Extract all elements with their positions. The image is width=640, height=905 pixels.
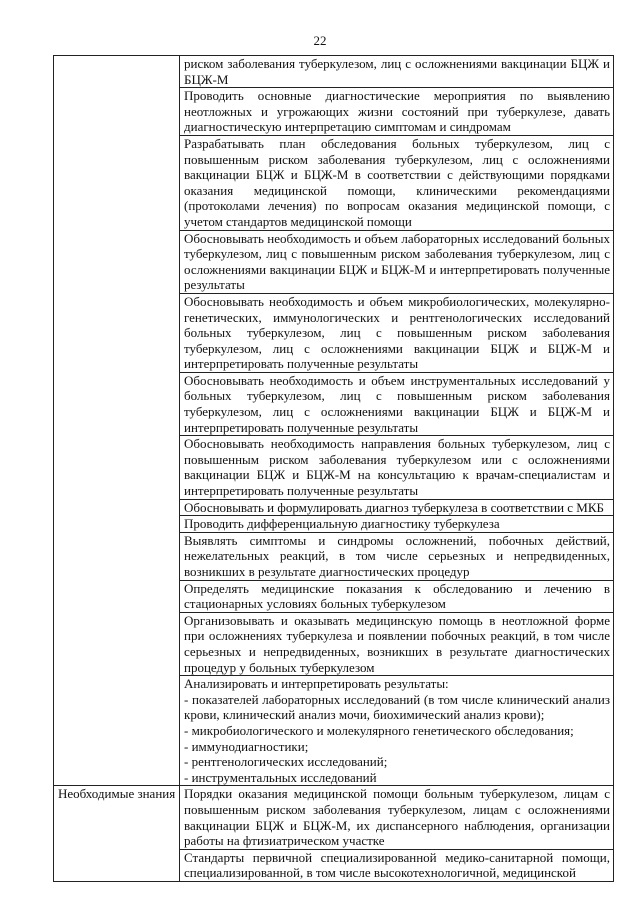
requirements-table [53, 55, 614, 882]
cell-text: - показателей лабораторных исследований (в том числе клинический анализ крови, клинический анализ мочи, биохимический анализ крови); [184, 691, 610, 723]
cell-text: Анализировать и интерпретировать результаты: [184, 676, 449, 692]
cell-text: Стандарты первичной специализированной медико-санитарной помощи, специализированной, в том числе высокотехнологичной, медицинской [184, 849, 610, 881]
cell-text: Обосновывать необходимость и объем инструментальных исследований у больных туберкулезом, лиц с повышенным риском заболевания туберкулезом, лиц с осложнениями вакцинации БЦЖ и БЦЖ-М и интерпретировать полученные результаты [184, 372, 610, 435]
page-number: 22 [313, 33, 327, 48]
table-cell [180, 230, 614, 293]
cell-text: - инструментальных исследований [184, 769, 377, 785]
table-row [54, 56, 614, 88]
table-cell [180, 499, 614, 516]
table-row [54, 786, 614, 849]
table-cell [180, 56, 614, 88]
table-cell [180, 676, 614, 786]
table-cell [180, 580, 614, 612]
table-cell [180, 849, 614, 881]
skills-label-cell [54, 56, 180, 786]
cell-text: Выявлять симптомы и синдромы осложнений, побочных действий, нежелательных реакций, в том числе серьезных и непредвиденных, возникших в результате диагностических процедур [184, 532, 610, 579]
cell-text: Разрабатывать план обследования больных туберкулезом, лиц с повышенным риском заболевания туберкулезом, лиц с осложнениями вакцинации БЦЖ и БЦЖ-М в соответствии с действующими порядками оказания медицинской помощи, клиническими рекомендациями (протоколами лечения) по вопросам оказания медицинской помощи, с учетом стандартов медицинской помощи [184, 135, 610, 229]
table-cell [180, 516, 614, 533]
cell-text: Организовывать и оказывать медицинскую помощь в неотложной форме при осложнениях туберкулеза и появлении побочных реакций, в том числе серьезных и непредвиденных, возникших в результате диагностических процедур у больных туберкулезом [184, 612, 610, 675]
cell-text: Обосновывать и формулировать диагноз туберкулеза в соответствии с МКБ [184, 499, 604, 515]
cell-text: - рентгенологических исследований; [184, 754, 388, 770]
table-cell [180, 532, 614, 580]
table-cell [180, 786, 614, 849]
table-cell [180, 372, 614, 435]
table-cell [180, 612, 614, 675]
knowledge-label-cell: Необходимые знания [54, 786, 180, 882]
cell-text: Проводить дифференциальную диагностику туберкулеза [184, 516, 500, 532]
table-cell [180, 88, 614, 136]
cell-text: Определять медицинские показания к обследованию и лечению в стационарных условиях больных туберкулезом [184, 580, 610, 612]
table-cell [180, 135, 614, 230]
cell-text: риском заболевания туберкулезом, лиц с осложнениями вакцинации БЦЖ и БЦЖ-М [184, 56, 610, 87]
cell-text: Порядки оказания медицинской помощи больным туберкулезом, лицам с повышенным риском заболевания туберкулезом, лицам с осложнениями вакцинации БЦЖ и БЦЖ-М, их диспансерного наблюдения, организации работы на фтизиатрическом участке [184, 786, 610, 849]
cell-text: Обосновывать необходимость и объем лабораторных исследований больных туберкулезом, лиц с повышенным риском заболевания туберкулезом, лиц с осложнениями вакцинации БЦЖ и БЦЖ-М и интерпретировать полученные результаты [184, 230, 610, 293]
cell-text: - микробиологического и молекулярного генетического обследования; [184, 722, 574, 738]
table-cell [180, 436, 614, 499]
table-cell [180, 293, 614, 372]
cell-text: Обосновывать необходимость направления больных туберкулезом, лиц с повышенным риском заболевания туберкулезом или с осложнениями вакцинации БЦЖ и БЦЖ-М на консультацию к врачам-специалистам и интерпретировать полученные результаты [184, 436, 610, 499]
cell-text: - иммунодиагностики; [184, 738, 309, 754]
cell-text: Проводить основные диагностические мероприятия по выявлению неотложных и угрожающих жизни состояний при туберкулезе, давать диагностическую интерпретацию симптомам и синдромам [184, 88, 610, 135]
cell-text: Обосновывать необходимость и объем микробиологических, молекулярно-генетических, иммунологических и рентгенологических исследований больных туберкулезом, лиц с повышенным риском заболевания туберкулезом, лиц с осложнениями вакцинации БЦЖ и БЦЖ-М и интерпретировать полученные результаты [184, 293, 610, 372]
